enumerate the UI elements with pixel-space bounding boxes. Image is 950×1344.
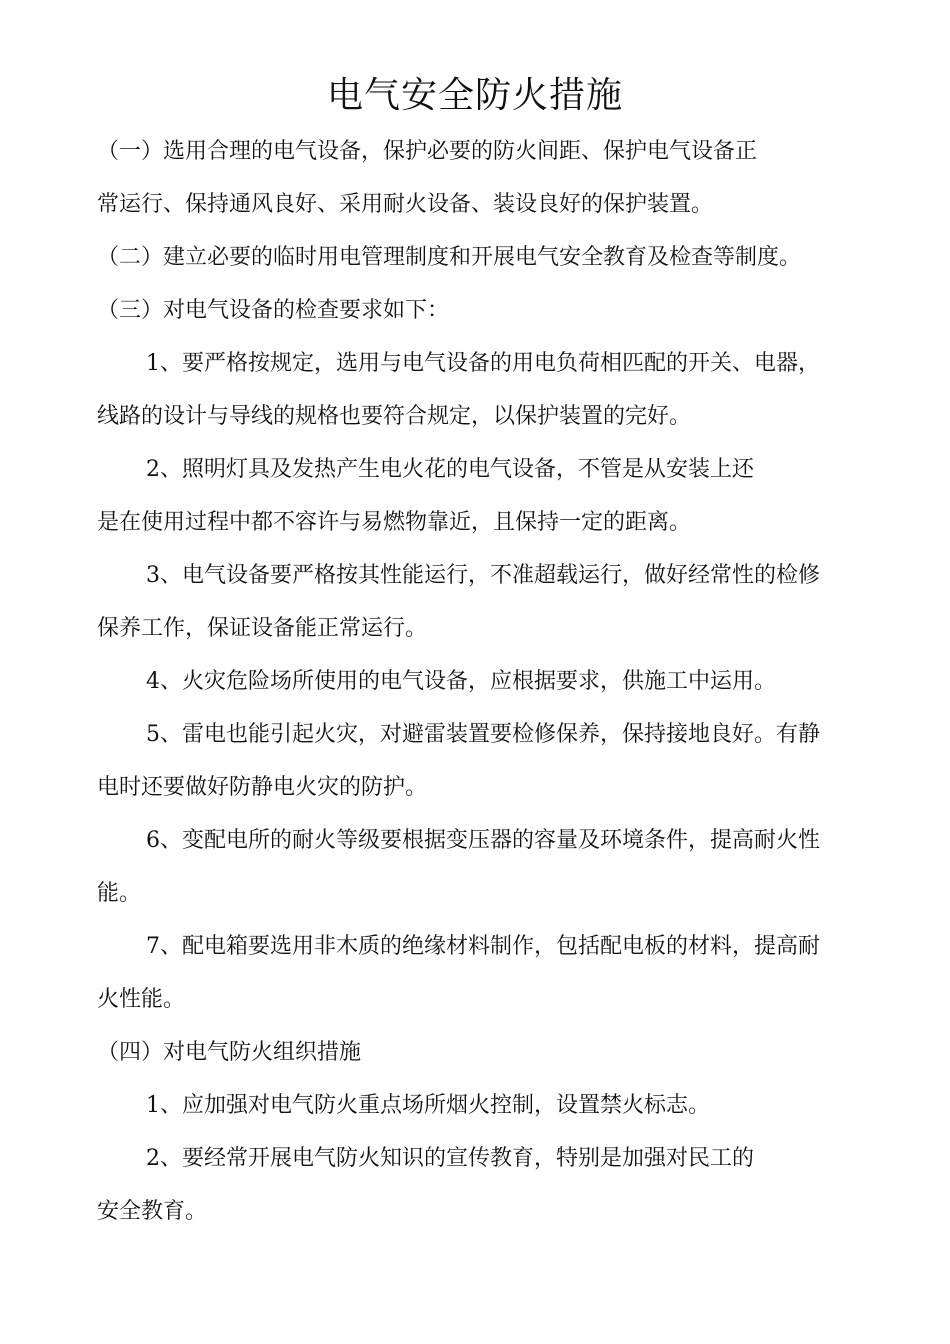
text-line: 保养工作，保证设备能正常运行。: [97, 616, 428, 641]
text-line: 线路的设计与导线的规格也要符合规定，以保护装置的完好。: [97, 404, 692, 429]
text-line: 1、应加强对电气防火重点场所烟火控制，设置禁火标志。: [146, 1093, 710, 1118]
text-line: （一）选用合理的电气设备，保护必要的防火间距、保护电气设备正: [97, 139, 758, 164]
text-line: 火性能。: [97, 987, 186, 1012]
text-line: 能。: [97, 881, 142, 906]
text-line: 是在使用过程中都不容许与易燃物靠近，且保持一定的距离。: [97, 510, 692, 535]
text-line: 1、要严格按规定，选用与电气设备的用电负荷相匹配的开关、电器，: [146, 351, 820, 376]
text-line: （四）对电气防火组织措施: [97, 1040, 362, 1065]
text-line: 2、要经常开展电气防火知识的宣传教育，特别是加强对民工的: [146, 1146, 754, 1171]
text-line: 4、火灾危险场所使用的电气设备，应根据要求，供施工中运用。: [146, 669, 776, 694]
text-line: 电时还要做好防静电火灾的防护。: [97, 775, 428, 800]
text-line: 3、电气设备要严格按其性能运行，不准超载运行，做好经常性的检修: [146, 563, 820, 588]
page-title: 电气安全防火措施: [326, 75, 623, 116]
text-line: 7、配电箱要选用非木质的绝缘材料制作，包括配电板的材料，提高耐: [146, 934, 820, 959]
text-line: 6、变配电所的耐火等级要根据变压器的容量及环境条件，提高耐火性: [146, 828, 820, 853]
text-line: 2、照明灯具及发热产生电火花的电气设备，不管是从安装上还: [146, 457, 754, 482]
text-line: 常运行、保持通风良好、采用耐火设备、装设良好的保护装置。: [97, 192, 714, 217]
text-line: 5、雷电也能引起火灾，对避雷装置要检修保养，保持接地良好。有静: [146, 722, 820, 747]
text-line: （三）对电气设备的检查要求如下：: [97, 298, 450, 323]
text-line: 安全教育。: [97, 1199, 208, 1224]
text-line: （二）建立必要的临时用电管理制度和开展电气安全教育及检查等制度。: [97, 245, 802, 270]
